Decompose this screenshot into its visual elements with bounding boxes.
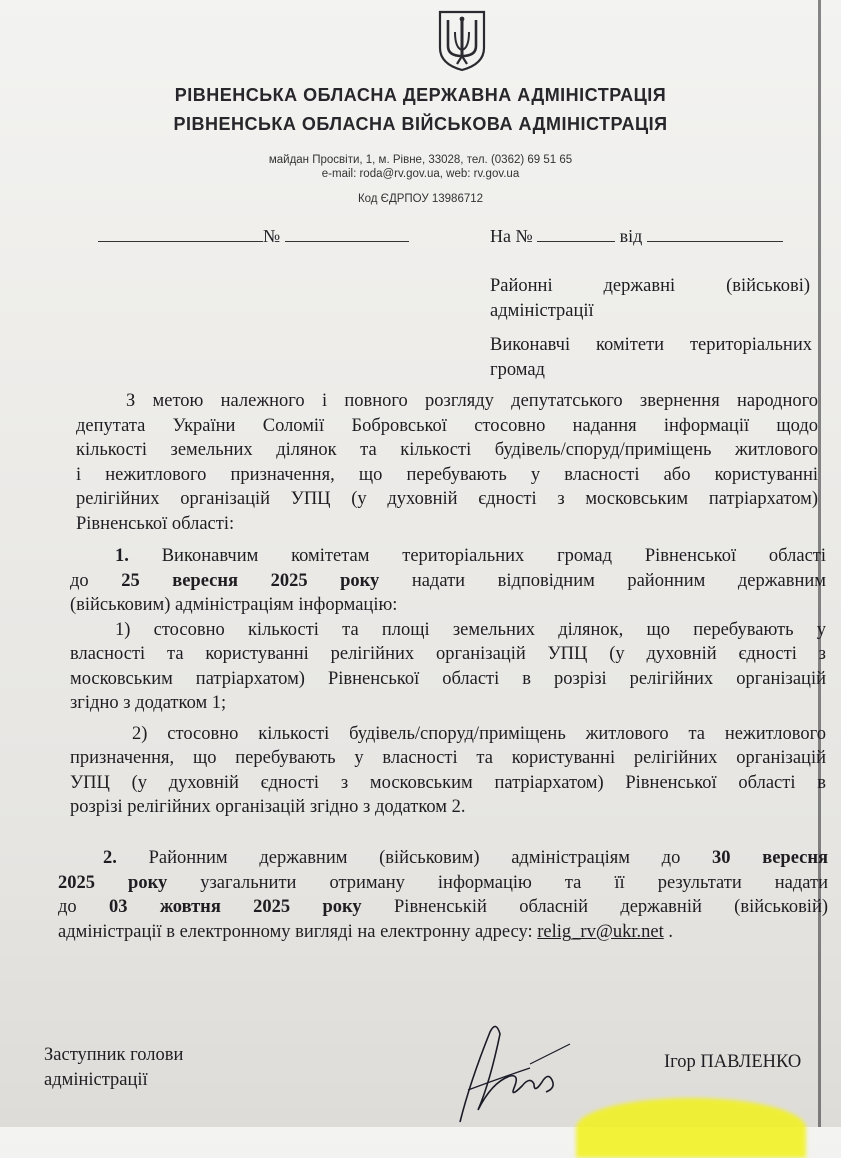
header-title-military: РІВНЕНСЬКА ОБЛАСНА ВІЙСЬКОВА АДМІНІСТРАЦІЯ bbox=[173, 114, 668, 134]
email-link[interactable]: relig_rv@ukr.net bbox=[537, 921, 664, 942]
incoming-number-line bbox=[490, 226, 783, 247]
paragraph-1-number: 1. bbox=[115, 546, 129, 566]
outgoing-number-line bbox=[98, 226, 409, 247]
header-email-web: e-mail: roda@rv.gov.ua, web: rv.gov.ua bbox=[321, 168, 520, 180]
number-sign: № bbox=[263, 226, 281, 246]
paragraph-2: 2. Районним державним (військовим) адміністраціям до 30 вересня 2025 року узагальнити отриману інформацію та її результати надати до 03 жовтня 2025 року Рівненській обласній державній (військовій) адміністрації в електронному вигляді на електронну адресу: relig_rv@ukr.net . bbox=[58, 848, 829, 942]
intro-paragraph: З метою належного і повного розгляду депутатського звернення народного депутата України Соломії Бобровської стосовно надання інформації щодо кількості земельних ділянок та кількості будівель/споруд/приміщень житлового і нежитлового призначення, що перебувають у власності або користуванні релігійних організацій УПЦ (у духовній єдності з московським патріархатом) Рівненської області: bbox=[76, 391, 818, 534]
subitem-2: 2) стосовно кількості будівель/споруд/приміщень житлового та нежитлового bbox=[132, 723, 826, 744]
handwritten-signature-icon bbox=[430, 1012, 580, 1127]
paragraph-1: 1. Виконавчим комітетам територіальних громад Рівненської області до 25 вересня 2025 року надати відповідним районним державним (військовим) адміністраціям інформацію: 1) стосовно кількості та площі земельних ділянок, що перебувають у власності та користуванні релігійних організацій УПЦ (у духовній єдності з московським патріархатом) Рівненської області в розрізі релігійних організацій згідно з додатком 1; 2) стосовно кількості будівель/споруд/приміщень житлового та нежитлового призначення, що перебувають у власності та користуванні релігійних організацій УПЦ (у духовній єдності з московським патріархатом) Рівненської області в розрізі релігійних організацій згідно з додатком 2. bbox=[70, 546, 827, 817]
deadline-date-2: 30 вересня bbox=[712, 848, 829, 868]
header-edrpou: Код ЄДРПОУ 13986712 bbox=[357, 193, 484, 205]
incoming-date-label: від bbox=[619, 226, 643, 246]
yellow-highlight-blob bbox=[576, 1098, 806, 1158]
subitem-1: 1) стосовно кількості та площі земельних ділянок, що перебувають у bbox=[115, 619, 826, 640]
incoming-number-label: На № bbox=[490, 226, 533, 246]
deadline-date-3: 03 жовтня 2025 року bbox=[109, 897, 362, 917]
signatory-position: Заступник голови адміністрації bbox=[44, 1045, 184, 1090]
header-title-state: РІВНЕНСЬКА ОБЛАСНА ДЕРЖАВНА АДМІНІСТРАЦІЯ bbox=[174, 85, 667, 105]
addressee-district-admins: Районні державні (військові) адміністрації bbox=[490, 276, 811, 321]
signatory-name: Ігор ПАВЛЕНКО bbox=[664, 1052, 802, 1072]
addressee-executive-committees: Виконавчі комітети територіальних громад bbox=[490, 335, 812, 380]
trident-emblem-icon bbox=[437, 10, 487, 72]
deadline-date-1: 25 вересня 2025 року bbox=[121, 570, 380, 591]
header-address: майдан Просвіти, 1, м. Рівне, 33028, тел. (0362) 69 51 65 bbox=[268, 154, 573, 166]
paragraph-2-number: 2. bbox=[103, 848, 117, 868]
